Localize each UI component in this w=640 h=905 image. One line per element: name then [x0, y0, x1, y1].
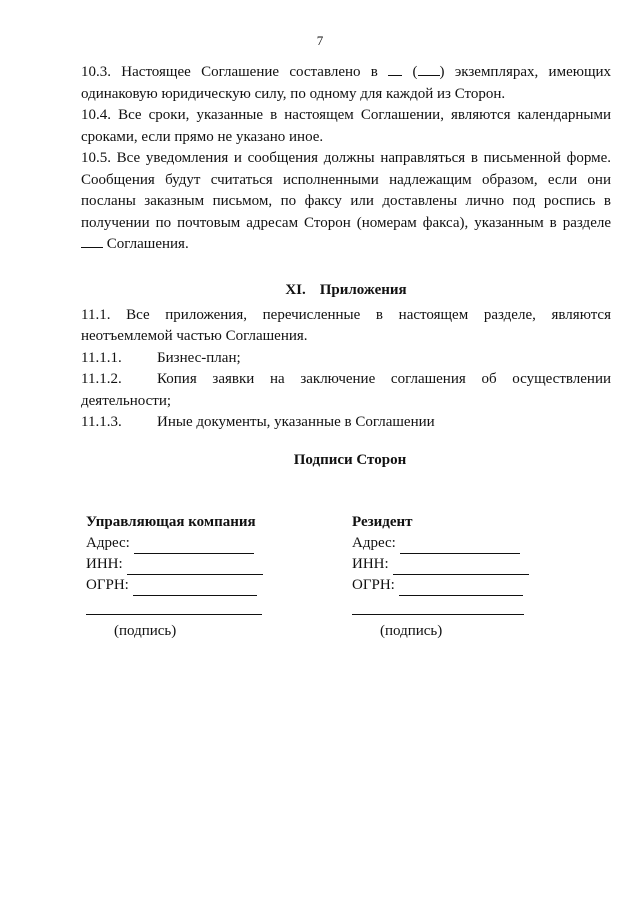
clause-10-5-text: 10.5. Все уведомления и сообщения должны направляться в письменной форме. Сообщения будут считаться исполненными надлежащим образом, если они посланы заказным письмом, по факсу или доставлены лично под роспись в получении по почтовым адресам Сторон (номерам факса), указанным в разделе [81, 150, 611, 231]
item-number: 11.1.3. [81, 414, 122, 430]
address-label: Адрес: [86, 535, 130, 551]
address-label: Адрес: [352, 535, 396, 551]
list-item [81, 369, 611, 391]
section-number: XI. [285, 281, 306, 298]
signature-caption: (подпись) [114, 623, 177, 639]
section-ref-blank [81, 234, 103, 248]
signature-block-management [86, 512, 263, 642]
ogrn-field [352, 575, 529, 596]
document-body [81, 62, 611, 434]
ogrn-blank[interactable] [399, 580, 523, 596]
party-name: Управляющая компания [86, 514, 256, 530]
inn-field [86, 554, 263, 575]
inn-field [352, 554, 529, 575]
address-blank[interactable] [400, 538, 520, 554]
clause-10-3-suffix: экземплярах, имеющих одинаковую юридическую силу, по одному для каждой из Сторон. [81, 64, 612, 102]
clause-11-1: 11.1. Все приложения, перечисленные в настоящем разделе, являются неотъемлемой частью Соглашения. [81, 306, 611, 344]
party-name: Резидент [352, 514, 413, 530]
address-field [352, 533, 529, 554]
clause-10-3-prefix: 10.3. Настоящее Соглашение составлено в [81, 64, 378, 80]
paren-open: ( [412, 64, 418, 80]
clause-10-5-end: Соглашения. [106, 236, 189, 252]
signature-line[interactable] [86, 596, 262, 615]
inn-label: ИНН: [86, 556, 123, 572]
section-title: Приложения [319, 281, 407, 298]
item-text: Копия заявки на заключение соглашения об осуществлении [157, 371, 611, 387]
ogrn-blank[interactable] [133, 580, 257, 596]
paren-close: ) [439, 64, 445, 80]
item-number: 11.1.1. [81, 349, 122, 366]
clause-10-3 [81, 62, 611, 105]
copies-count-blank [388, 62, 402, 76]
item-text-continued: деятельности; [81, 392, 172, 409]
section-xi-heading [81, 280, 611, 301]
copies-words-blank [418, 62, 440, 76]
clause-10-5 [81, 148, 611, 256]
page-number: 7 [316, 33, 324, 48]
list-item [81, 412, 611, 434]
address-blank[interactable] [134, 538, 254, 554]
item-text: Иные документы, указанные в Соглашении [157, 414, 435, 430]
item-number: 11.1.2. [81, 371, 122, 387]
inn-blank[interactable] [127, 559, 263, 575]
item-text: Бизнес-план; [157, 349, 241, 366]
signature-caption: (подпись) [380, 623, 443, 639]
list-item [81, 348, 611, 370]
signature-block-resident [352, 512, 529, 642]
clause-10-4: 10.4. Все сроки, указанные в настоящем Соглашении, являются календарными сроками, если прямо не указано иное. [81, 107, 611, 145]
ogrn-label: ОГРН: [352, 577, 395, 593]
ogrn-label: ОГРН: [86, 577, 129, 593]
inn-blank[interactable] [393, 559, 529, 575]
signatures-title: Подписи Сторон [293, 452, 407, 468]
inn-label: ИНН: [352, 556, 389, 572]
address-field [86, 533, 263, 554]
ogrn-field [86, 575, 263, 596]
signature-line[interactable] [352, 596, 524, 615]
